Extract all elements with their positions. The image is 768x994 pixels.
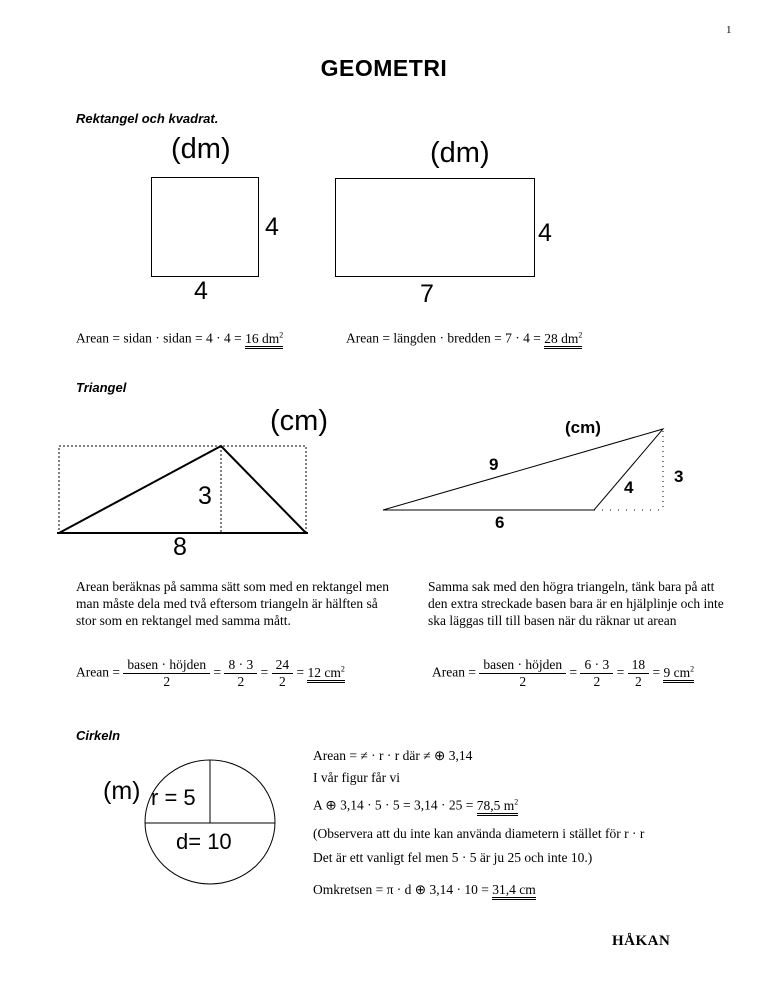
right-triangle-unit-label: (cm) [565,418,601,437]
left-formula-num3: 24 [272,657,294,674]
square-side-bottom: 4 [194,277,208,305]
right-formula-exp: 2 [690,664,695,674]
circle-unit-label: (m) [103,777,141,805]
circle-calc-exp: 2 [514,797,519,806]
left-formula-lhs: Arean = [76,664,120,680]
left-triangle-height-label: 3 [198,482,212,510]
square-formula-expr: sidan · sidan = 4 · 4 = [123,330,242,346]
left-triangle-unit-label: (cm) [270,405,328,437]
square-unit-label: (dm) [171,133,231,165]
square-formula-exp: 2 [279,330,284,339]
left-formula-den2: 2 [237,674,245,689]
circle-circumference [313,882,536,898]
rect-formula-exp: 2 [578,330,583,339]
circumference-result: 31,4 cm [492,882,536,900]
right-triangle-base-label: 6 [495,513,505,532]
left-formula-exp: 2 [340,664,345,674]
circle-area-formula: Arean = ≠ · r · r där ≠ ⊕ 3,14 [313,748,473,763]
right-formula-den1: 2 [519,674,527,689]
rect-formula-expr: längden · bredden = 7 · 4 = [393,330,541,346]
page-title: GEOMETRI [320,55,448,81]
left-formula-result: 12 cm [307,664,341,680]
square-formula-result: 16 dm [245,330,280,346]
right-formula-num3: 18 [628,657,650,674]
left-formula-den3: 2 [278,674,286,689]
left-formula-num2: 8 · 3 [224,657,257,674]
right-triangle-explanation: Samma sak med den högra triangeln, tänk bara på att den extra streckade basen bara är en hjälplinje och inte ska läggas till till basen när du räknar ut arean [428,579,724,628]
triangle-section-heading: Triangel [76,380,127,395]
square-side-right: 4 [265,213,279,241]
right-formula-den2: 2 [593,674,601,689]
right-triangle-height-label: 3 [674,467,684,486]
right-formula-den3: 2 [634,674,642,689]
left-triangle-base-label: 8 [173,533,187,561]
circle-calc-expr: A ⊕ 3,14 · 5 · 5 = 3,14 · 25 = [313,797,474,813]
right-formula-result: 9 cm [663,664,691,680]
right-formula-num1: basen · höjden [479,657,566,674]
left-triangle-formula: Arean = $\frac{\text{basen · höjden}}{2}$ = $\frac{8 \cdot 3}{2}$ = $\frac{24}{2}$ = 12 $cm^2$ [76,657,345,689]
circle-diameter-label: d= 10 [176,829,232,854]
left-triangle-explanation: Arean beräknas på samma sätt som med en rektangel men man måste dela med två eftersom triangeln är hälften så stor som en rektangel med samma mått. [76,579,390,628]
right-triangle-long-side-label: 9 [489,455,499,474]
circle-radius-label: r = 5 [151,785,196,810]
rect-section-heading: Rektangel och kvadrat. [76,111,219,126]
rectangle-unit-label: (dm) [430,137,490,169]
author-signature: HÅKAN [612,933,671,949]
rect-formula-result: 28 dm [544,330,579,346]
circle-calculation [313,797,518,814]
right-triangle-formula: Arean = $\frac{\text{basen · höjden}}{2}$ = $\frac{6 \cdot 3}{2}$ = $\frac{18}{2}$ = 9 $cm^2$ [432,657,695,689]
circle-note-line1: (Observera att du inte kan använda diametern i stället för r · r [313,826,645,841]
right-formula-num2: 6 · 3 [580,657,613,674]
rectangle-side-right: 4 [538,219,552,247]
square-formula-lhs: Arean = [76,330,120,346]
circle-calc-result: 78,5 m [476,797,515,813]
left-formula-den1: 2 [163,674,171,689]
rectangle-side-bottom: 7 [420,280,434,308]
circle-intro-line: I vår figur får vi [313,770,400,785]
right-triangle-short-side-label: 4 [624,478,634,497]
right-formula-lhs: Arean = [432,664,476,680]
circumference-expr: Omkretsen = π · d ⊕ 3,14 · 10 = [313,882,489,897]
left-formula-num1: basen · höjden [123,657,210,674]
circle-section-heading: Cirkeln [76,728,121,743]
circle-note-line2: Det är ett vanligt fel men 5 · 5 är ju 25 och inte 10.) [313,850,593,865]
rect-formula-lhs: Arean = [346,330,390,346]
page-number: 1 [726,24,732,36]
